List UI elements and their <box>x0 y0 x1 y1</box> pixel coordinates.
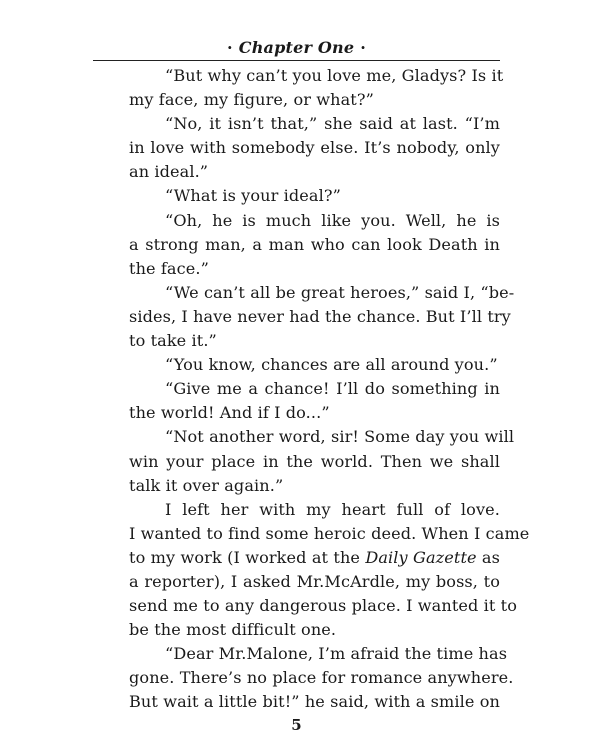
text-line: “We can’t all be great heroes,” said I, “be- <box>165 282 515 302</box>
paragraph <box>93 112 500 184</box>
page-number: 5 <box>291 716 302 734</box>
text-line: the world! And if I do...” <box>129 403 330 423</box>
header-dot-right: · <box>360 38 366 57</box>
text-line: “Not another word, sir! Some day you will <box>165 427 515 447</box>
text-line: “But why can’t you love me, Gladys? Is it <box>165 66 504 85</box>
paragraph <box>93 425 515 497</box>
text-line: “You know, chances are all around you.” <box>165 355 498 375</box>
text-line: to take it.” <box>129 331 217 351</box>
text-line: my face, my figure, or what?” <box>129 90 374 110</box>
text-line: But wait a little bit!” he said, with a smile on <box>129 692 500 712</box>
paragraph <box>93 498 530 643</box>
text-line: a reporter), I asked Mr.McArdle, my boss, to <box>129 571 500 591</box>
text-segment: to my work (I worked at the <box>129 547 366 567</box>
newspaper-title: Daily Gazette <box>365 547 477 567</box>
header-dot-left: · <box>226 38 233 57</box>
text-line: “What is your ideal?” <box>165 186 341 206</box>
text-line: I wanted to find some heroic deed. When I came <box>129 523 530 543</box>
text-line: in love with somebody else. It’s nobody, only <box>129 138 500 158</box>
text-line: a strong man, a man who can look Death in <box>129 234 500 254</box>
text-segment: as <box>476 547 500 567</box>
text-line <box>93 546 500 570</box>
paragraph <box>93 377 500 425</box>
paragraph <box>93 642 514 714</box>
running-header <box>93 38 500 58</box>
body-text <box>93 64 530 715</box>
text-line: sides, I have never had the chance. But I’ll try <box>129 306 511 326</box>
text-line: be the most difficult one. <box>129 620 337 640</box>
text-line: “Oh, he is much like you. Well, he is <box>165 210 500 230</box>
paragraph <box>93 281 515 353</box>
text-line: “Give me a chance! I’ll do something in <box>165 379 500 399</box>
text-line: send me to any dangerous place. I wanted it to <box>129 596 518 616</box>
text-line: talk it over again.” <box>129 475 284 495</box>
paragraph <box>93 184 500 208</box>
text-line: “No, it isn’t that,” she said at last. “I’m <box>165 114 500 134</box>
paragraph <box>93 209 500 281</box>
text-line: the face.” <box>129 258 209 278</box>
text-line: “Dear Mr.Malone, I’m afraid the time has <box>165 644 508 664</box>
paragraph <box>93 353 500 377</box>
text-line: win your place in the world. Then we shall <box>129 451 500 471</box>
text-line: an ideal.” <box>129 162 209 182</box>
text-line: gone. There’s no place for romance anywhere. <box>129 668 514 688</box>
header-rule <box>93 60 500 61</box>
text-line: I left her with my heart full of love. <box>165 499 500 519</box>
paragraph <box>93 64 504 112</box>
chapter-title: Chapter One <box>238 38 355 57</box>
